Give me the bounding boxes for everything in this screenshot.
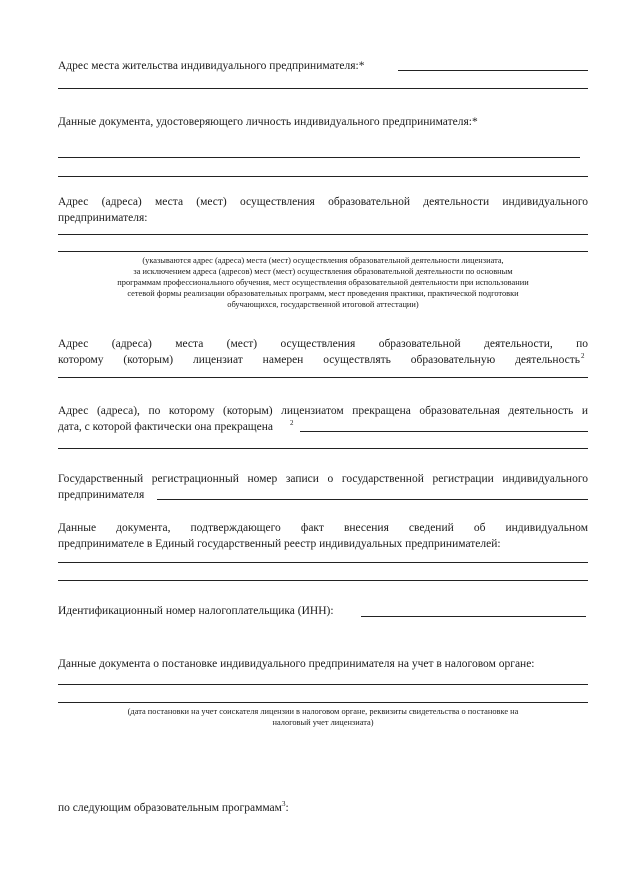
address-label: Адрес места жительства индивидуального предпринимателя:* [58,60,365,72]
inn-label: Идентификационный номер налогоплательщика (ИНН): [58,605,334,617]
reg-number-label-line1: Государственный регистрационный номер записи о государственной регистрации индивидуального [58,473,588,485]
egrip-label-line1: Данные документа, подтверждающего факт внесения сведений об индивидуальном [58,522,588,534]
stopped-activity-field-line-2[interactable] [58,448,588,449]
programs-label [58,800,289,816]
stopped-activity-field-line[interactable] [300,431,588,432]
footnote-3-marker: 3 [281,800,286,809]
edu-address-field-line-2[interactable] [58,251,588,252]
tax-registration-field-line-2[interactable] [58,702,588,703]
intended-address-label-line2: которому (которым) лицензиат намерен осуществлять образовательную деятельность [58,354,580,366]
egrip-field-line-2[interactable] [58,580,588,581]
edu-address-label-line1: Адрес (адреса) места (мест) осуществления образовательной деятельности индивидуального [58,196,588,208]
tax-registration-note-l1: (дата постановки на учет соискателя лицензии в налоговом органе, реквизиты свидетельства о постановке на [127,707,519,716]
id-doc-label: Данные документа, удостоверяющего личность индивидуального предпринимателя:* [58,116,478,128]
address-field-line-2[interactable] [58,88,588,89]
intended-address-field-line[interactable] [58,377,588,378]
intended-address-label-line1: Адрес (адреса) места (мест) осуществления образовательной деятельности, по [58,338,588,350]
egrip-label-line2: предпринимателе в Единый государственный реестр индивидуальных предпринимателей: [58,538,501,550]
id-doc-field-line[interactable] [58,157,580,158]
inn-field-line[interactable] [361,616,586,617]
tax-registration-field-line[interactable] [58,684,588,685]
edu-address-note-l4: сетевой формы реализации образовательных программ, мест проведения практики, практической подготовки [127,289,519,298]
programs-label-colon: : [285,802,289,814]
edu-address-field-line[interactable] [58,234,588,235]
stopped-activity-label-line1: Адрес (адреса), по которому (которым) лицензиатом прекращена образовательная деятельность и [58,405,588,417]
footnote-2-marker: 2 [581,352,585,360]
footnote-2-marker-b: 2 [290,419,294,427]
egrip-field-line[interactable] [58,562,588,563]
edu-address-note-l5: обучающихся, государственной итоговой аттестации) [227,300,419,309]
edu-address-label-line2: предпринимателя: [58,212,148,224]
programs-label-text: по следующим образовательным программам [58,802,282,814]
tax-registration-note-l2: налоговый учет лицензиата) [272,718,374,727]
stopped-activity-label-line2: дата, с которой фактически она прекращена [58,421,274,433]
address-field-line[interactable] [398,70,588,71]
edu-address-note-l1: (указываются адрес (адреса) места (мест) осуществления образовательной деятельности лицензиата, [142,256,504,265]
edu-address-note-l2: за исключением адреса (адресов) мест (мест) осуществления образовательной деятельности по основным [133,267,513,276]
tax-registration-label: Данные документа о постановке индивидуального предпринимателя на учет в налоговом органе: [58,658,535,670]
reg-number-label-line2: предпринимателя [58,489,145,501]
edu-address-note-l3: программам профессионального обучения, мест осуществления образовательной деятельности при использовании [117,278,529,287]
reg-number-field-line[interactable] [157,499,588,500]
id-doc-field-line-2[interactable] [58,176,588,177]
